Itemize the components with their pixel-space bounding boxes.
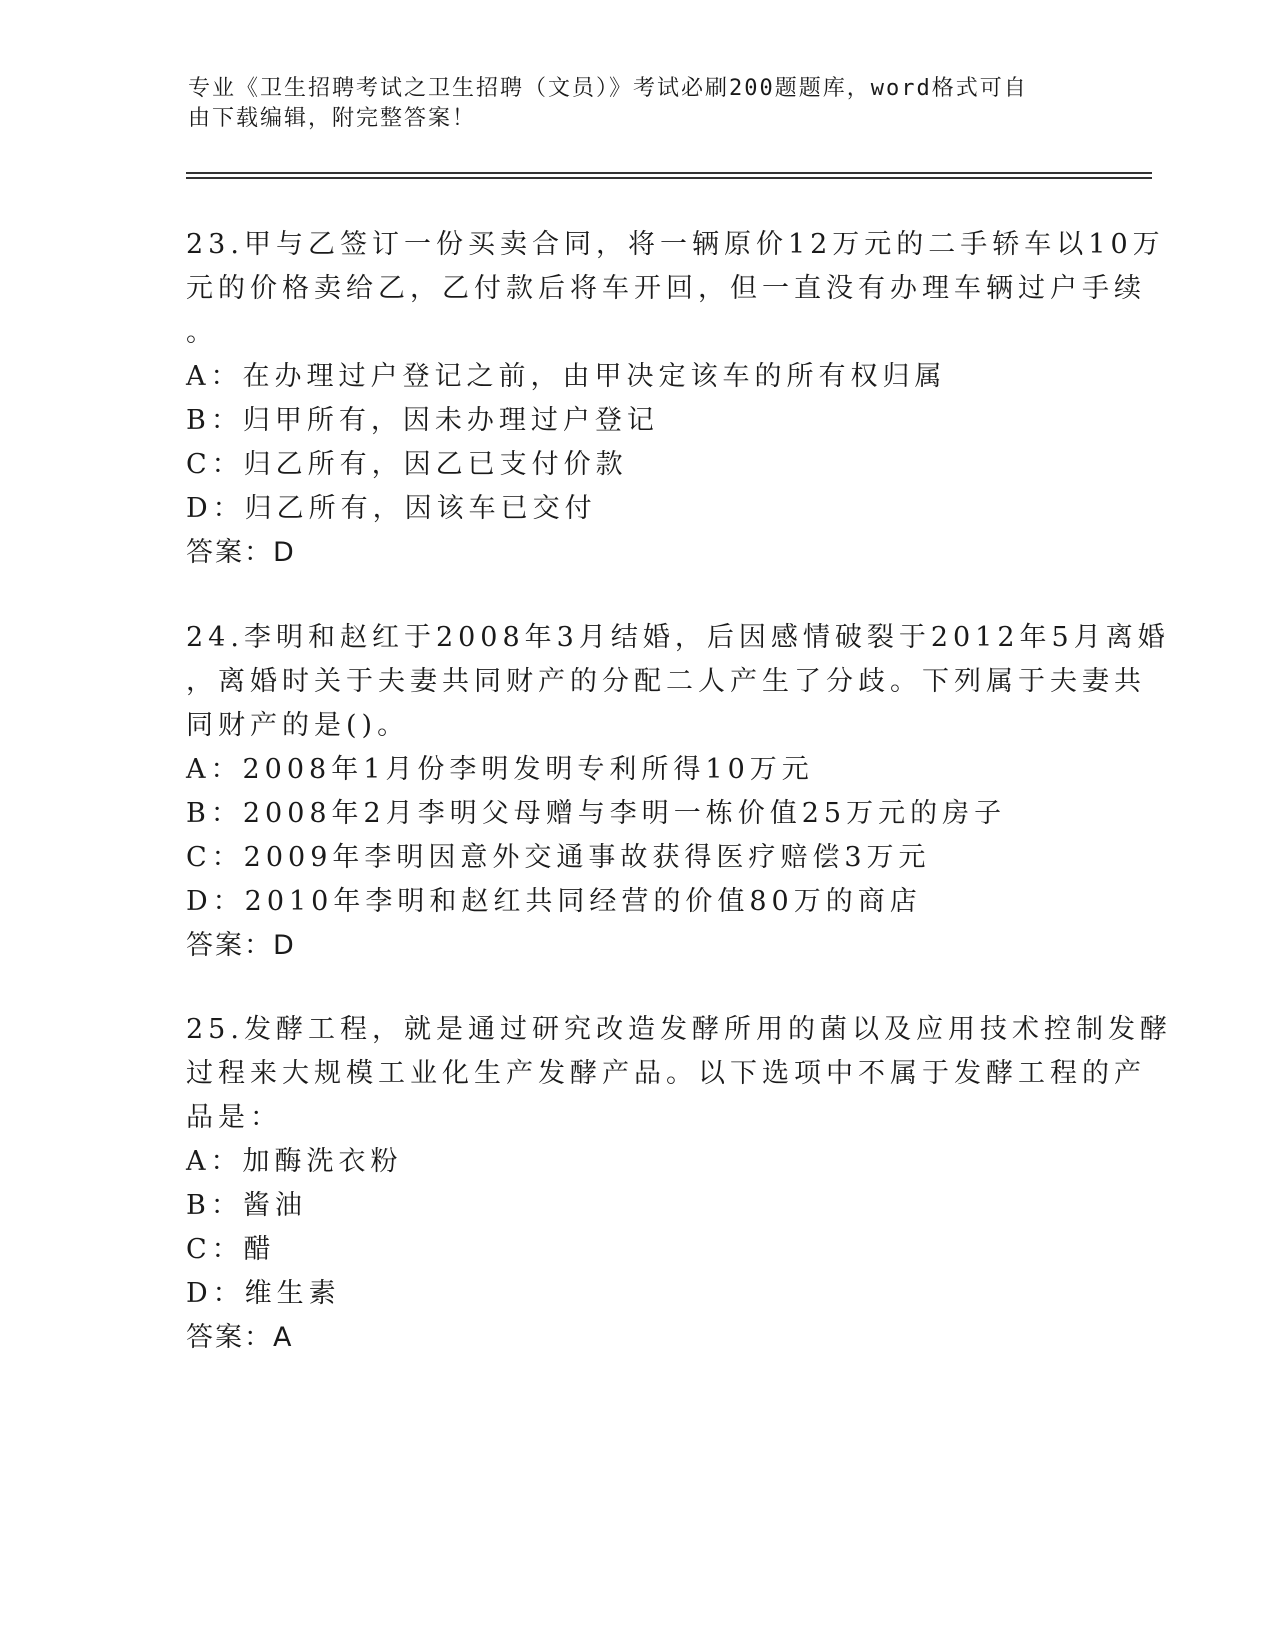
question-25-option-d: D：维生素	[186, 1278, 341, 1309]
question-24-option-b: B：2008年2月李明父母赠与李明一栋价值25万元的房子	[186, 798, 1007, 829]
question-25-option-a: A：加酶洗衣粉	[186, 1146, 403, 1177]
question-23-option-a: A：在办理过户登记之前，由甲决定该车的所有权归属	[186, 361, 947, 392]
question-25-option-c: C：醋	[186, 1234, 276, 1265]
question-24-option-c: C：2009年李明因意外交通事故获得医疗赔偿3万元	[186, 842, 931, 873]
question-24-stem-line-1: 24.李明和赵红于2008年3月结婚，后因感情破裂于2012年5月离婚	[186, 622, 1170, 653]
question-24-answer: 答案：D	[186, 930, 296, 961]
header-text-line-2: 由下载编辑，附完整答案！	[188, 106, 477, 131]
question-24-option-d: D：2010年李明和赵红共同经营的价值80万的商店	[186, 886, 922, 917]
question-25-stem-line-1: 25.发酵工程，就是通过研究改造发酵所用的菌以及应用技术控制发酵	[186, 1014, 1172, 1045]
question-23-answer: 答案：D	[186, 537, 296, 568]
question-25-stem-line-3: 品是：	[186, 1102, 282, 1133]
question-24-stem-line-2: ，离婚时关于夫妻共同财产的分配二人产生了分歧。下列属于夫妻共	[186, 666, 1146, 697]
question-24-option-a: A：2008年1月份李明发明专利所得10万元	[186, 754, 814, 785]
question-23-stem-line-1: 23.甲与乙签订一份买卖合同，将一辆原价12万元的二手轿车以10万	[186, 229, 1165, 260]
question-23-option-c: C：归乙所有，因乙已支付价款	[186, 449, 628, 480]
header-text-line-1: 专业《卫生招聘考试之卫生招聘（文员）》考试必刷200题题库，word格式可自	[188, 76, 1028, 101]
question-24-stem-line-3: 同财产的是()。	[186, 710, 410, 741]
question-23-stem-line-2: 元的价格卖给乙，乙付款后将车开回，但一直没有办理车辆过户手续	[186, 273, 1146, 304]
question-25-option-b: B：酱油	[186, 1190, 307, 1221]
header-divider-bottom	[186, 177, 1152, 179]
header-divider-top	[186, 172, 1152, 174]
question-23-option-d: D：归乙所有，因该车已交付	[186, 493, 597, 524]
question-23-option-b: B：归甲所有，因未办理过户登记	[186, 405, 659, 436]
question-25-stem-line-2: 过程来大规模工业化生产发酵产品。以下选项中不属于发酵工程的产	[186, 1058, 1146, 1089]
question-25-answer: 答案：A	[186, 1322, 294, 1353]
question-23-stem-line-3: 。	[186, 317, 218, 348]
